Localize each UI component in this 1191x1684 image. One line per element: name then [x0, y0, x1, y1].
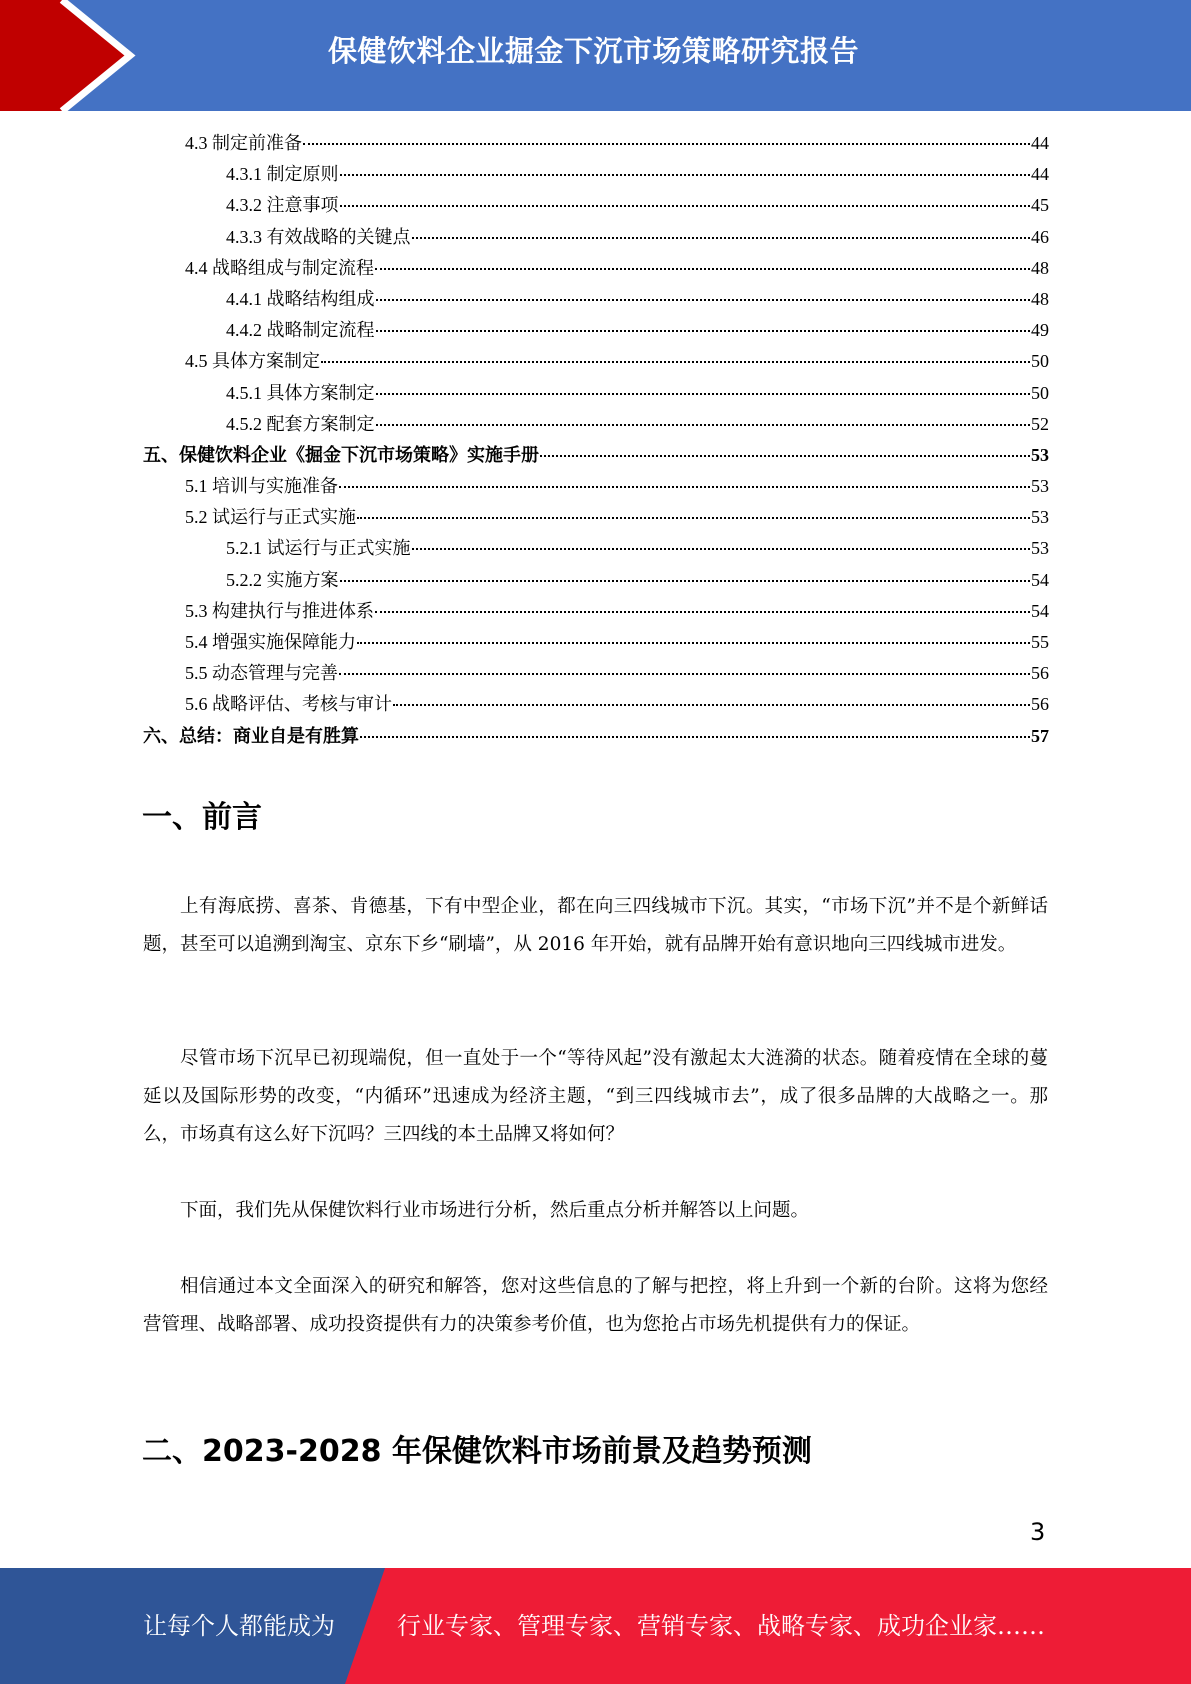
toc-entry-label: 5.5 动态管理与完善 [185, 663, 338, 684]
toc-entry[interactable] [143, 565, 1049, 596]
toc-entry[interactable] [143, 721, 1049, 752]
toc-entry[interactable] [143, 128, 1049, 159]
toc-leader-dots [376, 299, 1031, 301]
toc-leader-dots [412, 237, 1031, 239]
toc-leader-dots [375, 268, 1030, 270]
toc-entry[interactable] [143, 346, 1049, 377]
toc-leader-dots [393, 704, 1030, 706]
toc-entry-page: 52 [1031, 413, 1049, 434]
toc-entry-label: 5.6 战略评估、考核与审计 [185, 694, 392, 715]
toc-entry-page: 44 [1031, 164, 1049, 185]
toc-leader-dots [375, 611, 1030, 613]
toc-entry[interactable] [143, 315, 1049, 346]
toc-leader-dots [321, 361, 1030, 363]
toc-entry-page: 57 [1031, 725, 1049, 746]
page-number: 3 [1030, 1518, 1046, 1546]
toc-leader-dots [339, 486, 1030, 488]
toc-leader-dots [412, 548, 1031, 550]
toc-entry-page: 50 [1031, 351, 1049, 372]
report-title: 保健饮料企业掘金下沉市场策略研究报告 [328, 34, 860, 68]
toc-entry-page: 53 [1031, 507, 1049, 528]
footer-slogan-left: 让每个人都能成为 [143, 1612, 335, 1640]
toc-leader-dots [303, 143, 1030, 145]
toc-entry[interactable] [143, 190, 1049, 221]
toc-entry-label: 4.5.1 具体方案制定 [226, 382, 375, 403]
toc-entry-page: 53 [1031, 538, 1049, 559]
toc-entry[interactable] [143, 378, 1049, 409]
toc-entry[interactable] [143, 533, 1049, 564]
paragraph: 尽管市场下沉早已初现端倪，但一直处于一个“等待风起”没有激起太大涟漪的状态。随着疫情在全球的蔓延以及国际形势的改变，“内循环”迅速成为经济主题，“到三四线城市去”，成了很多品牌的大战略之一。那么，市场真有这么好下沉吗？三四线的本土品牌又将如何？ [143, 1048, 1048, 1145]
toc-entry-label: 5.2.1 试运行与正式实施 [226, 538, 411, 559]
toc-entry-page: 53 [1031, 444, 1049, 465]
page-footer [0, 1568, 1191, 1684]
toc-entry-page: 50 [1031, 382, 1049, 403]
toc-entry[interactable] [143, 440, 1049, 471]
toc-entry-label: 4.4.1 战略结构组成 [226, 288, 375, 309]
toc-entry-label: 4.3.2 注意事项 [226, 195, 339, 216]
toc-entry[interactable] [143, 253, 1049, 284]
toc-entry-page: 48 [1031, 288, 1049, 309]
toc-entry[interactable] [143, 596, 1049, 627]
toc-entry-label: 5.4 增强实施保障能力 [185, 632, 356, 652]
page-header [0, 0, 1191, 111]
toc-entry-page: 53 [1031, 476, 1049, 497]
toc-entry-page: 54 [1031, 600, 1049, 621]
toc-leader-dots [357, 517, 1030, 519]
toc-leader-dots [340, 174, 1031, 176]
toc-entry-label: 五、保健饮料企业《掘金下沉市场策略》实施手册 [143, 444, 539, 465]
toc-leader-dots [340, 205, 1031, 207]
toc-entry-page: 44 [1031, 133, 1049, 153]
toc-entry-page: 55 [1031, 632, 1049, 652]
toc-leader-dots [340, 580, 1031, 582]
toc-leader-dots [376, 393, 1031, 395]
toc-entry-label: 4.3 制定前准备 [185, 133, 302, 153]
toc-entry-page: 56 [1031, 694, 1049, 715]
toc-leader-dots [376, 424, 1031, 426]
toc-entry-page: 45 [1031, 195, 1049, 216]
toc-entry-label: 4.4.2 战略制定流程 [226, 320, 375, 341]
toc-leader-dots [339, 673, 1030, 675]
footer-slogan-right: 行业专家、管理专家、营销专家、战略专家、成功企业家…… [397, 1612, 1045, 1640]
toc-entry[interactable] [143, 658, 1049, 689]
red-arrow-decoration [0, 0, 150, 111]
toc-leader-dots [376, 330, 1031, 332]
paragraph: 上有海底捞、喜茶、肯德基，下有中型企业，都在向三四线城市下沉。其实，“市场下沉”并不是个新鲜话题，甚至可以追溯到淘宝、京东下乡“刷墙”，从 2016 年开始，就有品牌开始有意识地向三四线城市进发。 [143, 896, 1048, 955]
toc-entry[interactable] [143, 159, 1049, 190]
toc-entry-label: 4.5.2 配套方案制定 [226, 413, 375, 434]
toc-entry[interactable] [143, 222, 1049, 253]
toc-leader-dots [360, 736, 1030, 738]
toc-entry[interactable] [143, 689, 1049, 720]
toc-entry-label: 5.3 构建执行与推进体系 [185, 600, 374, 621]
table-of-contents [143, 128, 1049, 752]
paragraph: 相信通过本文全面深入的研究和解答，您对这些信息的了解与把控，将上升到一个新的台阶。这将为您经营管理、战略部署、成功投资提供有力的决策参考价值，也为您抢占市场先机提供有力的保证。 [143, 1276, 1048, 1335]
toc-entry-page: 48 [1031, 257, 1049, 278]
toc-entry-page: 49 [1031, 320, 1049, 341]
toc-entry-label: 5.2.2 实施方案 [226, 569, 339, 590]
toc-entry[interactable] [143, 471, 1049, 502]
toc-entry[interactable] [143, 284, 1049, 315]
toc-entry[interactable] [143, 502, 1049, 533]
paragraph: 下面，我们先从保健饮料行业市场进行分析，然后重点分析并解答以上问题。 [180, 1200, 810, 1221]
toc-entry-label: 4.5 具体方案制定 [185, 351, 320, 372]
toc-entry-page: 54 [1031, 569, 1049, 590]
toc-leader-dots [357, 642, 1030, 644]
toc-entry[interactable] [143, 627, 1049, 658]
toc-entry-label: 4.4 战略组成与制定流程 [185, 257, 374, 278]
toc-entry-label: 4.3.1 制定原则 [226, 164, 339, 185]
toc-leader-dots [540, 455, 1030, 457]
toc-entry-label: 5.2 试运行与正式实施 [185, 507, 356, 528]
toc-entry-page: 46 [1031, 226, 1049, 247]
toc-entry-label: 5.1 培训与实施准备 [185, 476, 338, 497]
toc-entry-label: 4.3.3 有效战略的关键点 [226, 226, 411, 247]
section-heading-preface: 一、前言 [142, 800, 262, 835]
toc-entry-page: 56 [1031, 663, 1049, 684]
toc-entry[interactable] [143, 409, 1049, 440]
section-heading-forecast: 二、2023-2028 年保健饮料市场前景及趋势预测 [142, 1434, 812, 1469]
toc-entry-label: 六、总结：商业自是有胜算 [143, 725, 359, 746]
